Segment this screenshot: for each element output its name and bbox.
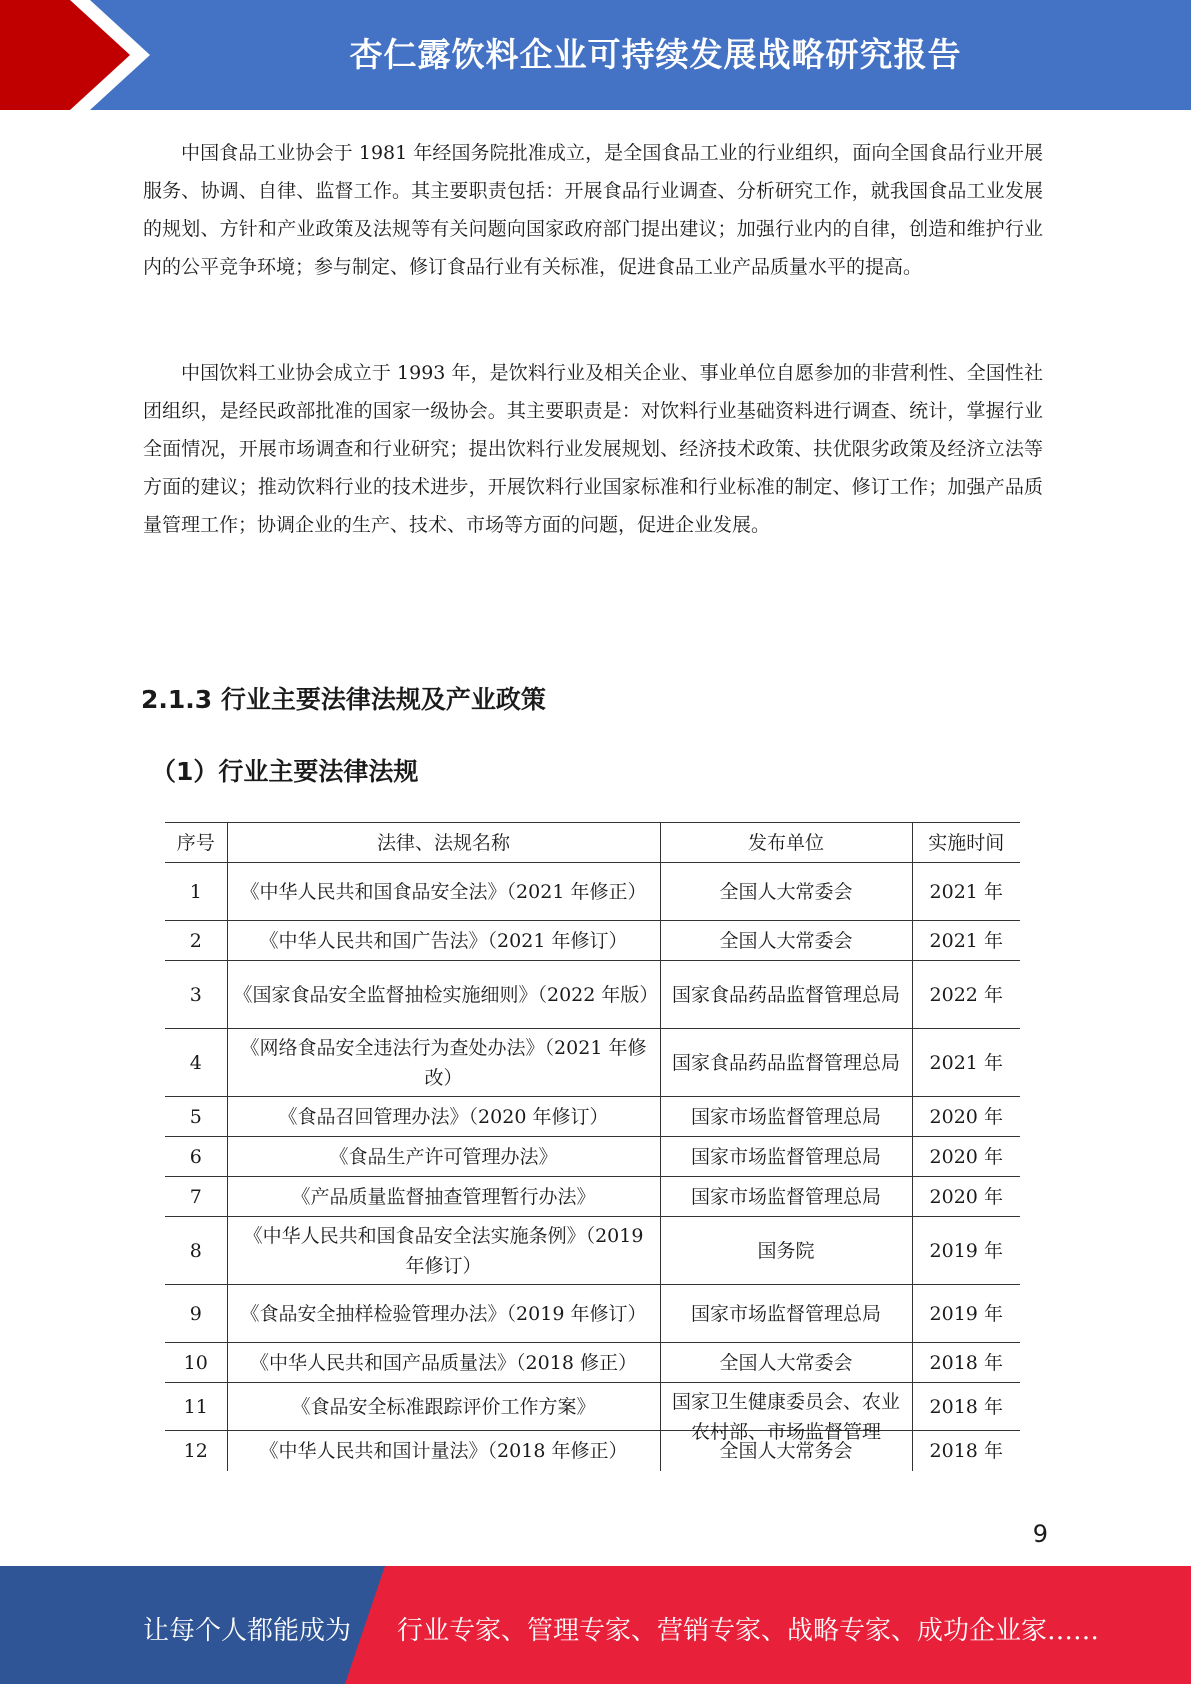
issuing-body: 国家市场监督管理总局 (660, 1177, 912, 1217)
row-index: 11 (165, 1383, 227, 1431)
law-name: 《产品质量监督抽查管理暂行办法》 (227, 1177, 660, 1217)
table-row (165, 1029, 1020, 1097)
footer-slogan-left: 让每个人都能成为 (143, 1616, 352, 1646)
paragraph-food-industry-association: 中国食品工业协会于 1981 年经国务院批准成立，是全国食品工业的行业组织，面向全国食品行业开展服务、协调、自律、监督工作。其主要职责包括：开展食品行业调查、分析研究工作，就我国食品工业发展的规划、方针和产业政策及法规等有关问题向国家政府部门提出建议；加强行业内的自律，创造和维护行业内的公平竞争环境；参与制定、修订食品行业有关标准，促进食品工业产品质量水平的提高。 (143, 142, 1043, 278)
row-index: 12 (183, 1439, 208, 1462)
effective-year: 2021 年 (912, 921, 1020, 961)
law-name: 《中华人民共和国计量法》（2018 年修正） (227, 1431, 660, 1471)
issuing-body: 国家食品药品监督管理总局 (660, 1029, 912, 1097)
column-header: 实施时间 (912, 823, 1020, 863)
issuing-body: 全国人大常委会 (660, 863, 912, 921)
table-row (165, 921, 1020, 961)
issuing-body: 国务院 (660, 1217, 912, 1285)
table-row (165, 1431, 1020, 1471)
law-name: 《中华人民共和国广告法》（2021 年修订） (227, 921, 660, 961)
law-name: 《中华人民共和国食品安全法》（2021 年修正） (227, 863, 660, 921)
report-title: 杏仁露饮料企业可持续发展战略研究报告 (349, 34, 962, 74)
column-header: 序号 (165, 823, 227, 863)
table-row (165, 1177, 1020, 1217)
row-index: 1 (165, 863, 227, 921)
table-row (165, 1097, 1020, 1137)
law-name: 《食品生产许可管理办法》 (227, 1137, 660, 1177)
row-index: 3 (165, 961, 227, 1029)
row-index: 8 (165, 1217, 227, 1285)
issuing-body (660, 1383, 912, 1443)
law-name: 《中华人民共和国食品安全法实施条例》（2019 年修订） (227, 1217, 660, 1285)
row-index: 2 (165, 921, 227, 961)
law-name: 《网络食品安全违法行为查处办法》（2021 年修改） (227, 1029, 660, 1097)
row-index: 5 (165, 1097, 227, 1137)
row-index: 10 (165, 1343, 227, 1383)
effective-year: 2018 年 (912, 1343, 1020, 1383)
issuing-body: 国家市场监督管理总局 (660, 1137, 912, 1177)
effective-year: 2018 年 (912, 1431, 1020, 1471)
issuing-body: 全国人大常委会 (660, 1343, 912, 1383)
column-header: 发布单位 (660, 823, 912, 863)
table-row (165, 961, 1020, 1029)
issuing-body: 国家市场监督管理总局 (660, 1097, 912, 1137)
effective-year: 2021 年 (912, 1029, 1020, 1097)
issuing-body: 全国人大常委会 (660, 921, 912, 961)
table-row (165, 1285, 1020, 1343)
row-index: 4 (165, 1029, 227, 1097)
row-index: 9 (165, 1285, 227, 1343)
law-name: 《中华人民共和国产品质量法》（2018 修正） (227, 1343, 660, 1383)
effective-year: 2020 年 (912, 1177, 1020, 1217)
table-row (165, 1217, 1020, 1285)
subsection-heading: （1）行业主要法律法规 (151, 757, 419, 786)
effective-year: 2019 年 (912, 1217, 1020, 1285)
page-header (0, 0, 1191, 110)
section-heading: 2.1.3 行业主要法律法规及产业政策 (141, 685, 546, 714)
law-name: 《食品安全标准跟踪评价工作方案》 (227, 1383, 660, 1431)
table-row (165, 1343, 1020, 1383)
row-index: 6 (165, 1137, 227, 1177)
effective-year: 2022 年 (912, 961, 1020, 1029)
paragraph-beverage-industry-association: 中国饮料工业协会成立于 1993 年，是饮料行业及相关企业、事业单位自愿参加的非营利性、全国性社团组织，是经民政部批准的国家一级协会。其主要职责是：对饮料行业基础资料进行调查、统计，掌握行业全面情况，开展市场调查和行业研究；提出饮料行业发展规划、经济技术政策、扶优限劣政策及经济立法等方面的建议；推动饮料行业的技术进步，开展饮料行业国家标准和行业标准的制定、修订工作；加强产品质量管理工作；协调企业的生产、技术、市场等方面的问题，促进企业发展。 (143, 362, 1043, 536)
effective-year: 2021 年 (912, 863, 1020, 921)
effective-year: 2019 年 (912, 1285, 1020, 1343)
page-number: 9 (1032, 1520, 1048, 1548)
effective-year: 2020 年 (912, 1137, 1020, 1177)
issuing-body: 国家食品药品监督管理总局 (660, 961, 912, 1029)
law-name: 《食品召回管理办法》（2020 年修订） (227, 1097, 660, 1137)
table-header-row (165, 823, 1020, 863)
table-row (165, 1383, 1020, 1431)
issuing-body: 国家市场监督管理总局 (660, 1285, 912, 1343)
effective-year: 2018 年 (912, 1383, 1020, 1431)
issuing-body-text: 国家卫生健康委员会、农业农村部、市场监督管理 (671, 1390, 900, 1443)
law-name: 《国家食品安全监督抽检实施细则》（2022 年版） (227, 961, 660, 1029)
laws-table (165, 822, 1020, 1471)
table-row (165, 863, 1020, 921)
column-header: 法律、法规名称 (227, 823, 660, 863)
issuing-body: 全国人大常务会 (660, 1431, 912, 1471)
table-row (165, 1137, 1020, 1177)
row-index: 7 (165, 1177, 227, 1217)
page-footer (0, 1566, 1191, 1684)
law-name: 《食品安全抽样检验管理办法》（2019 年修订） (227, 1285, 660, 1343)
effective-year: 2020 年 (912, 1097, 1020, 1137)
footer-slogan-right: 行业专家、管理专家、营销专家、战略专家、成功企业家…… (397, 1616, 1100, 1646)
